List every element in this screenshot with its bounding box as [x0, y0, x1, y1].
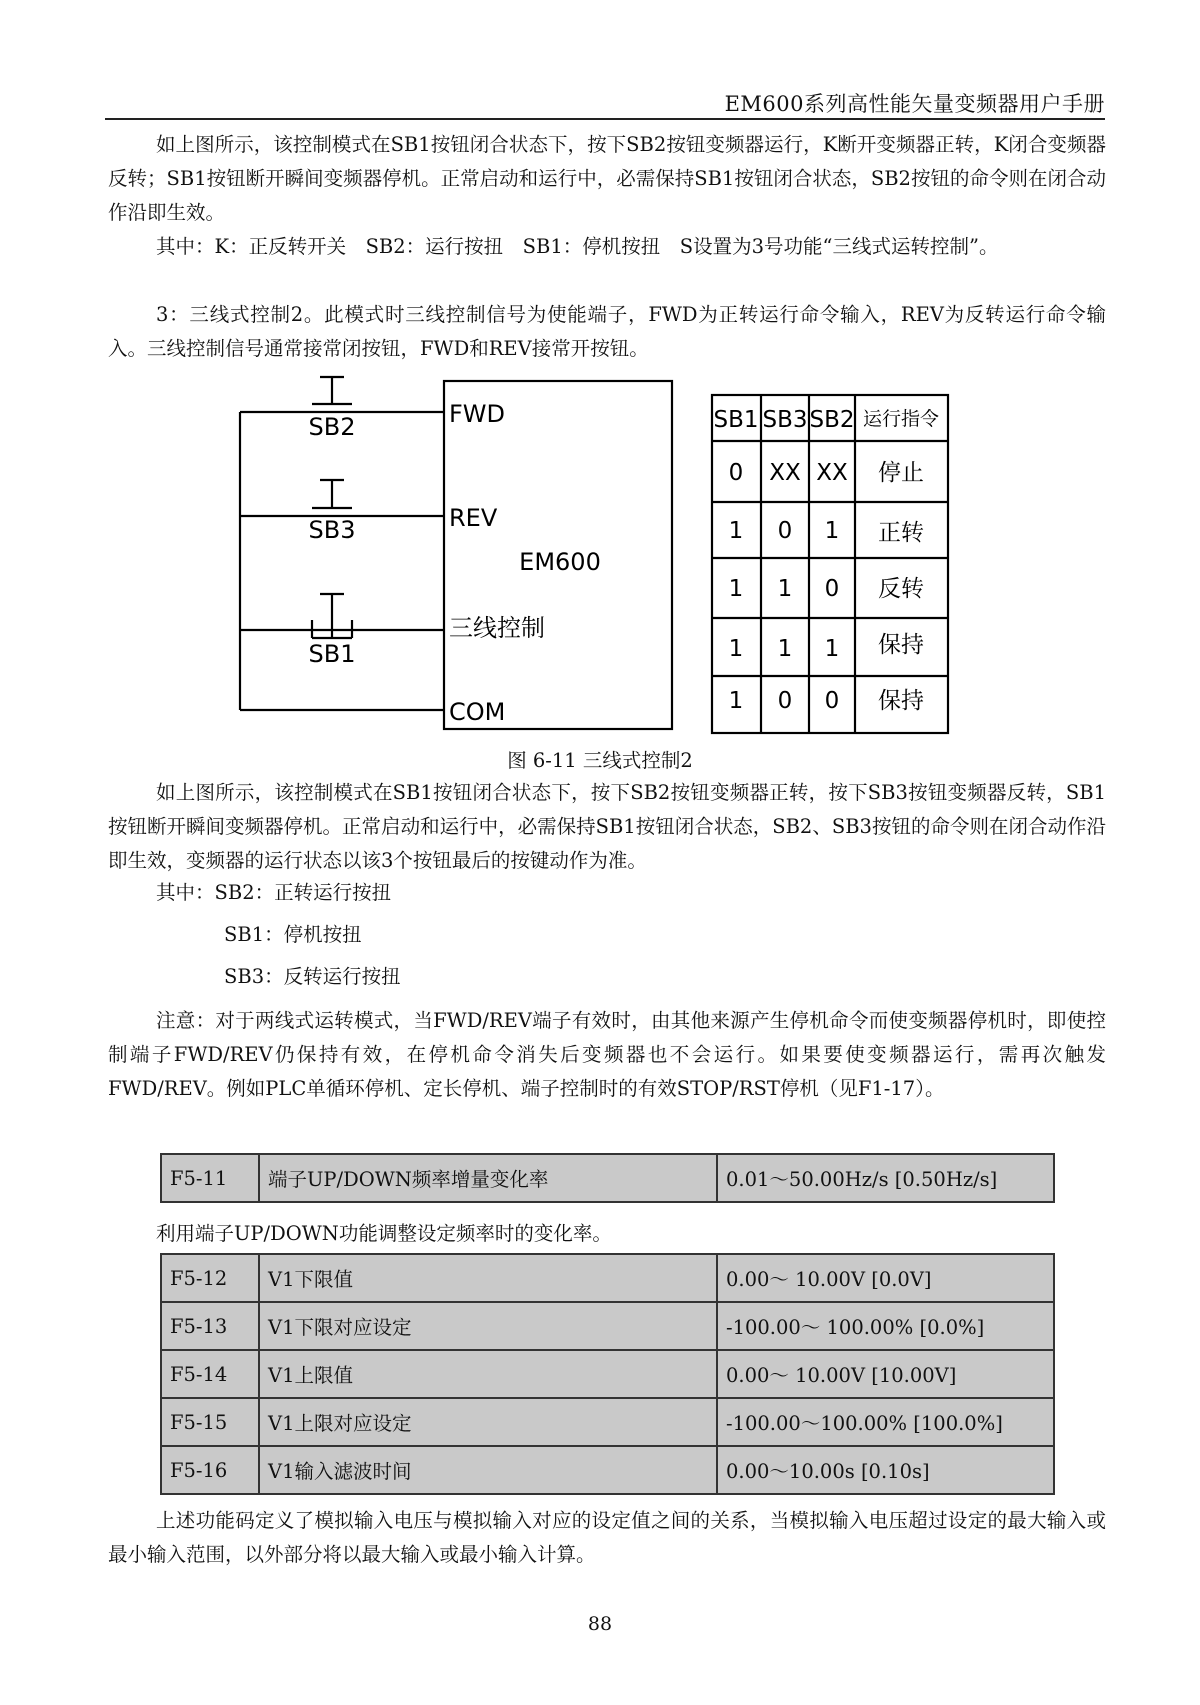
table-row [161, 1302, 1054, 1350]
function-name: V1输入滤波时间 [259, 1446, 717, 1494]
truth-table-cell: 0 [824, 688, 840, 714]
page-number: 88 [587, 1613, 613, 1635]
terminal-com: COM [449, 698, 506, 726]
function-code: F5-13 [161, 1302, 259, 1350]
figure-caption: 图 6-11 三线式控制2 [507, 749, 693, 772]
function-code-table-f5-12-16 [160, 1253, 1055, 1495]
truth-table-cell: 1 [728, 636, 744, 662]
truth-table-header: SB3 [762, 407, 808, 433]
table-row [161, 1154, 1054, 1202]
function-name: 端子UP/DOWN频率增量变化率 [259, 1154, 717, 1202]
function-code: F5-16 [161, 1446, 259, 1494]
function-range: -100.00～100.00% [100.0%] [717, 1398, 1054, 1446]
function-name: V1下限对应设定 [259, 1302, 717, 1350]
truth-table-cell: 0 [777, 518, 793, 544]
paragraph-note: 注意：对于两线式运转模式，当FWD/REV端子有效时，由其他来源产生停机命令而使变频器停机时，即使控制端子FWD/REV仍保持有效，在停机命令消失后变频器也不会运行。如果要使变频器运行，需再次触发FWD/REV。例如PLC单循环停机、定长停机、端子控制时的有效STOP/RST停机（见F1-17）。 [108, 1009, 1106, 1100]
header-title: EM600系列高性能矢量变频器用户手册 [724, 92, 1105, 116]
paragraph-analog-input-description: 上述功能码定义了模拟输入电压与模拟输入对应的设定值之间的关系，当模拟输入电压超过设定的最大输入或最小输入范围，以外部分将以最大输入或最小输入计算。 [108, 1509, 1106, 1566]
button-label-sb3: SB3 [308, 516, 356, 544]
truth-table-cell: 停止 [878, 460, 924, 486]
table-row [161, 1350, 1054, 1398]
device-label: EM600 [519, 548, 601, 576]
legend-line-sb1: SB1：停机按扭 [224, 923, 362, 946]
truth-table-cell: 1 [728, 688, 744, 714]
button-label-sb2: SB2 [308, 413, 356, 441]
terminal-fwd: FWD [449, 400, 506, 428]
function-code: F5-14 [161, 1350, 259, 1398]
truth-table-cell: 1 [777, 576, 793, 602]
function-code-table-f5-11 [160, 1153, 1055, 1203]
terminal-rev: REV [449, 504, 498, 532]
truth-table-cell: 正转 [878, 520, 924, 546]
paragraph-three-wire-2-intro: 3：三线式控制2。此模式时三线控制信号为使能端子，FWD为正转运行命令输入，REV为反转运行命令输入。三线控制信号通常接常闭按钮，FWD和REV接常开按钮。 [108, 303, 1106, 360]
truth-table-header: SB2 [809, 407, 855, 433]
paragraph-f5-11-description: 利用端子UP/DOWN功能调整设定频率时的变化率。 [156, 1222, 612, 1245]
truth-table-cell: 0 [728, 460, 744, 486]
terminal-three-wire: 三线控制 [449, 614, 545, 642]
header-divider [105, 118, 1105, 120]
truth-table-cell: 保持 [878, 688, 924, 714]
truth-table-cell: 1 [824, 636, 840, 662]
truth-table-cell: 1 [728, 518, 744, 544]
function-range: 0.00～ 10.00V [0.0V] [717, 1254, 1054, 1302]
truth-table-cell: 1 [824, 518, 840, 544]
truth-table-cell: 0 [777, 688, 793, 714]
truth-table-header: 运行指令 [862, 408, 940, 430]
button-label-sb1: SB1 [308, 640, 356, 668]
paragraph-three-wire-2-explanation: 如上图所示，该控制模式在SB1按钮闭合状态下，按下SB2按钮变频器正转，按下SB3按钮变频器反转，SB1按钮断开瞬间变频器停机。正常启动和运行中，必需保持SB1按钮闭合状态，SB2、SB3按钮的命令则在闭合动作沿即生效，变频器的运行状态以该3个按钮最后的按键动作为准。 [108, 781, 1106, 872]
function-name: V1下限值 [259, 1254, 717, 1302]
truth-table-cell: 1 [728, 576, 744, 602]
function-code: F5-12 [161, 1254, 259, 1302]
truth-table-header: SB1 [713, 407, 759, 433]
legend-line-sb3: SB3：反转运行按扭 [224, 965, 401, 988]
legend-line-sb2: 其中：SB2：正转运行按扭 [156, 881, 392, 904]
function-name: V1上限对应设定 [259, 1398, 717, 1446]
function-range: 0.01～50.00Hz/s [0.50Hz/s] [717, 1154, 1054, 1202]
truth-table-cell: XX [816, 460, 848, 486]
function-name: V1上限值 [259, 1350, 717, 1398]
table-row [161, 1254, 1054, 1302]
truth-table-cell: 反转 [878, 576, 924, 602]
truth-table-cell: 1 [777, 636, 793, 662]
function-range: 0.00～10.00s [0.10s] [717, 1446, 1054, 1494]
truth-table-cell: 保持 [878, 632, 924, 658]
function-code: F5-11 [161, 1154, 259, 1202]
function-range: 0.00～ 10.00V [10.00V] [717, 1350, 1054, 1398]
paragraph-three-wire-1-explanation: 如上图所示，该控制模式在SB1按钮闭合状态下，按下SB2按钮变频器运行，K断开变频器正转，K闭合变频器反转；SB1按钮断开瞬间变频器停机。正常启动和运行中，必需保持SB1按钮闭合状态，SB2按钮的命令则在闭合动作沿即生效。 [108, 133, 1106, 224]
truth-table-cell: 0 [824, 576, 840, 602]
table-row [161, 1446, 1054, 1494]
wiring-diagram [230, 370, 990, 742]
truth-table-cell: XX [769, 460, 801, 486]
function-range: -100.00～ 100.00% [0.0%] [717, 1302, 1054, 1350]
paragraph-three-wire-1-legend: 其中：K：正反转开关 SB2：运行按扭 SB1：停机按扭 S设置为3号功能“三线式运转控制”。 [156, 235, 999, 258]
table-row [161, 1398, 1054, 1446]
function-code: F5-15 [161, 1398, 259, 1446]
